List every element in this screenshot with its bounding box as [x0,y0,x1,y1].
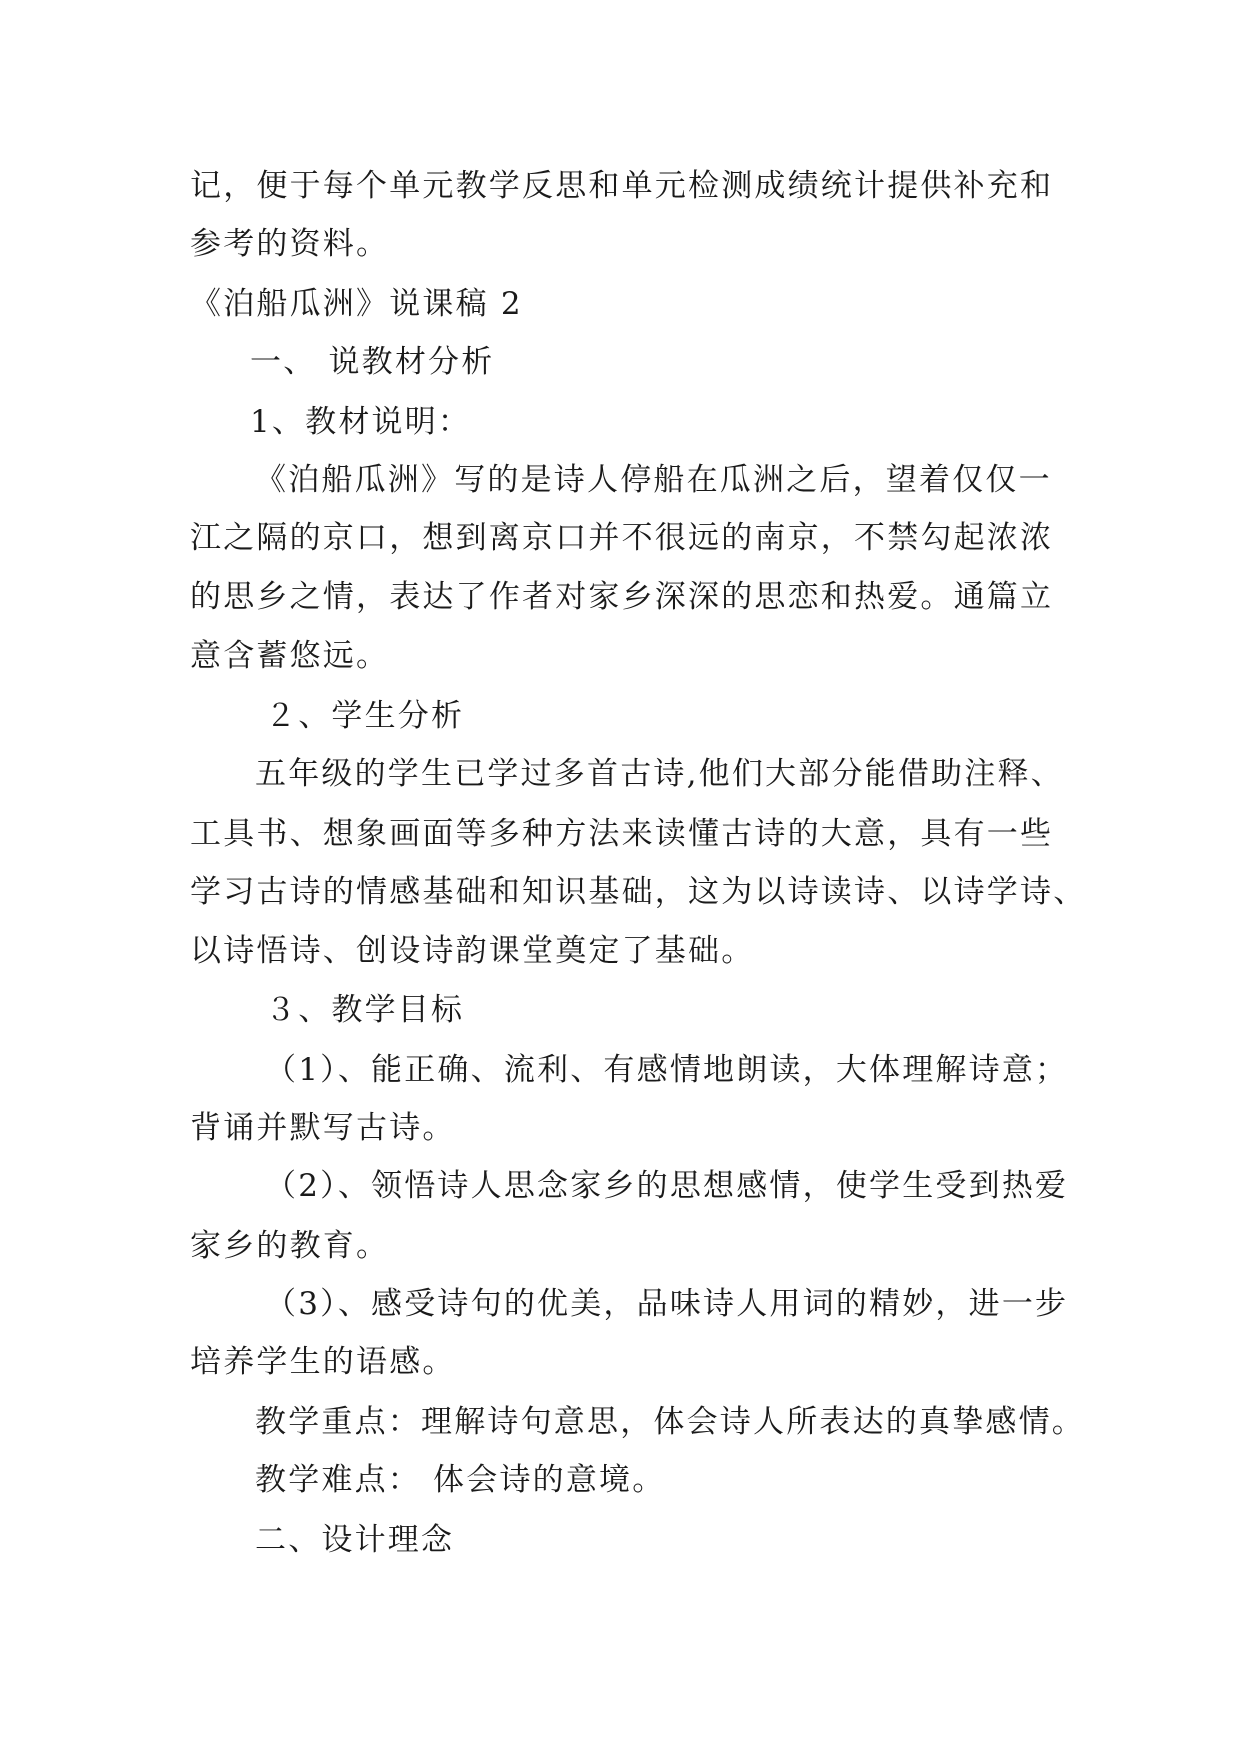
paragraph-line: 工具书、想象画面等多种方法来读懂古诗的大意，具有一些 [190,816,1054,852]
list-item-line: 家乡的教育。 [190,1228,390,1264]
list-item-line: （2）、领悟诗人思念家乡的思想感情，使学生受到热爱 [265,1168,1069,1204]
list-item-line: 背诵并默写古诗。 [190,1110,456,1146]
paragraph-line: 五年级的学生已学过多首古诗,他们大部分能借助注释、 [255,756,1064,792]
heading-level-1: 二、设计理念 [255,1522,455,1558]
heading-level-2: ３、教学目标 [265,992,465,1028]
heading-level-1: 一、 说教材分析 [250,344,495,380]
paragraph-line: 以诗悟诗、创设诗韵课堂奠定了基础。 [190,933,755,969]
paragraph-line: 教学重点：理解诗句意思，体会诗人所表达的真挚感情。 [255,1404,1085,1440]
list-item-line: 培养学生的语感。 [190,1344,456,1380]
section-title: 《泊船瓜洲》说课稿 2 [190,286,523,322]
paragraph-line: 记，便于每个单元教学反思和单元检测成绩统计提供补充和 [190,168,1054,204]
paragraph-line: 的思乡之情，表达了作者对家乡深深的思恋和热爱。通篇立 [190,579,1054,615]
paragraph-line: 江之隔的京口，想到离京口并不很远的南京，不禁勾起浓浓 [190,520,1054,556]
paragraph-line: 参考的资料。 [190,226,390,262]
heading-level-2: ２、学生分析 [265,698,465,734]
paragraph-line: 教学难点： 体会诗的意境。 [255,1462,666,1498]
list-item-line: （3）、感受诗句的优美，品味诗人用词的精妙，进一步 [265,1286,1069,1322]
list-item-line: （1）、能正确、流利、有感情地朗读，大体理解诗意； [265,1052,1069,1088]
heading-level-2: 1、教材说明： [250,404,472,440]
paragraph-line: 学习古诗的情感基础和知识基础，这为以诗读诗、以诗学诗、 [190,874,1087,910]
paragraph-line: 《泊船瓜洲》写的是诗人停船在瓜洲之后，望着仅仅一 [255,462,1052,498]
paragraph-line: 意含蓄悠远。 [190,638,390,674]
